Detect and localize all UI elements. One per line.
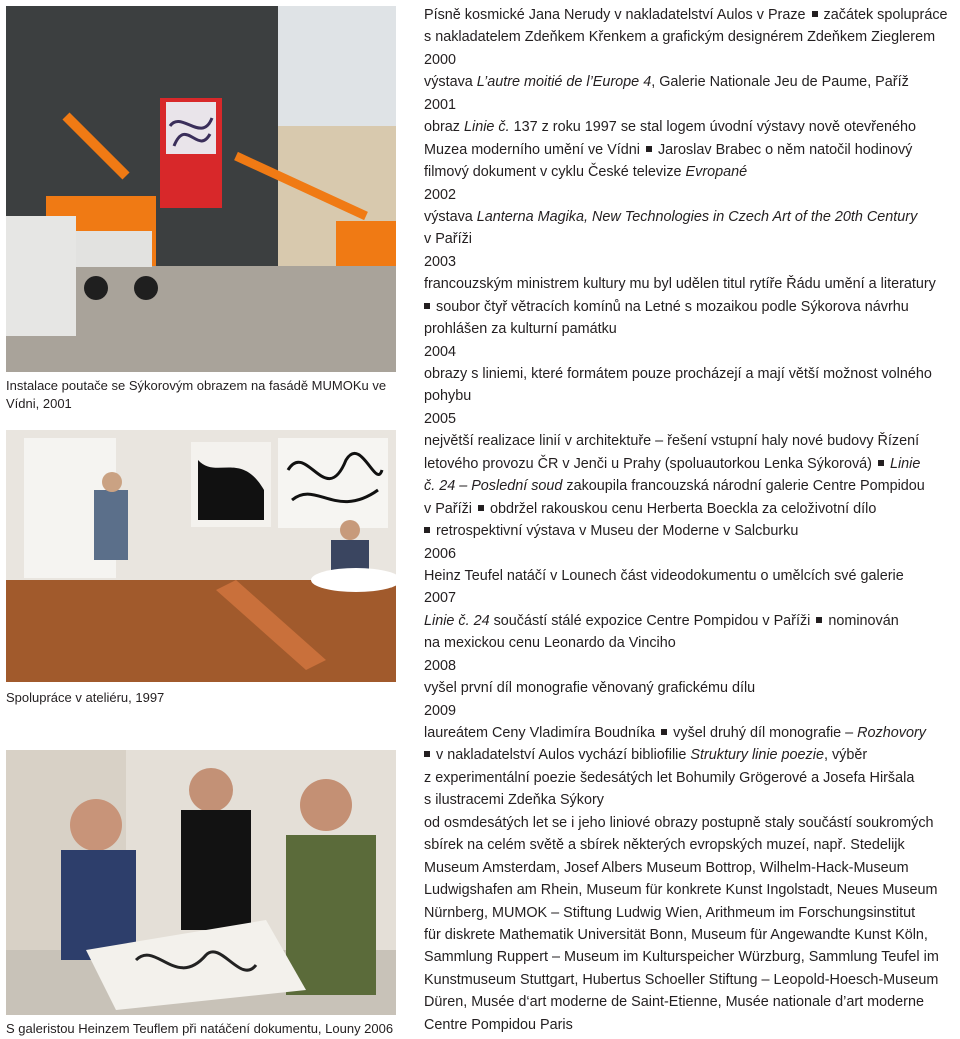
- timeline-line: Düren, Musée d‘art moderne de Saint-Etienne, Musée nationale d’art moderne: [424, 994, 924, 1011]
- bullet-separator: [812, 11, 818, 17]
- photo-caption: Spolupráce v ateliéru, 1997: [6, 690, 165, 705]
- timeline-line: filmový dokument v cyklu České televize Evropané: [424, 164, 748, 181]
- timeline-line: z experimentální poezie šedesátých let Bohumily Grögerové a Josefa Hiršala: [424, 769, 915, 786]
- timeline-year: 2008: [424, 657, 457, 674]
- timeline-line: v nakladatelství Aulos vychází bibliofilie Struktury linie poezie, výběr: [424, 744, 958, 766]
- photo-caption: S galeristou Heinzem Teuflem při natáčení dokumentu, Louny 2006: [6, 1021, 394, 1036]
- timeline-year: 2003: [424, 253, 457, 270]
- timeline-line: Heinz Teufel natáčí v Lounech část videodokumentu o umělcích své galerie: [424, 567, 904, 584]
- timeline-year: 2002: [424, 186, 457, 203]
- timeline-line: soubor čtyř větracích komínů na Letné s mozaikou podle Sýkorova návrhu: [424, 296, 958, 318]
- timeline-line: s nakladatelem Zdeňkem Křenkem a grafickým designérem Zdeňkem Zieglerem: [424, 29, 936, 46]
- timeline-line: letového provozu ČR v Jenči u Prahy (spoluautorkou Lenka Sýkorová) Linie: [424, 455, 921, 472]
- bullet-separator: [424, 303, 430, 309]
- timeline-line: výstava Lanterna Magika, New Technologies in Czech Art of the 20th Century: [424, 208, 918, 225]
- timeline-line: prohlášen za kulturní památku: [424, 321, 617, 338]
- timeline-line: na mexickou cenu Leonardo da Vinciho: [424, 635, 676, 652]
- bullet-separator: [816, 617, 822, 623]
- timeline-line: Museum Amsterdam, Josef Albers Museum Bottrop, Wilhelm-Hack-Museum: [424, 859, 909, 876]
- timeline-year: 2001: [424, 96, 457, 113]
- timeline-line: Kunstmuseum Stuttgart, Hubertus Schoeller Stiftung – Leopold-Hoesch-Museum: [424, 971, 939, 988]
- timeline-line: od osmdesátých let se i jeho liniové obrazy postupně staly součástí soukromých: [424, 814, 934, 831]
- timeline-line: vyšel první díl monografie věnovaný grafickému dílu: [424, 680, 756, 697]
- timeline-line: Linie č. 24 součástí stálé expozice Centre Pompidou v Paříži nominován: [424, 612, 899, 629]
- photo-mumok-installation: [6, 6, 396, 372]
- timeline-line: Písně kosmické Jana Nerudy v nakladatelství Aulos v Praze začátek spolupráce: [424, 7, 948, 23]
- timeline-line: für diskrete Mathematik Universität Bonn, Museum für Angewandte Kunst Köln,: [424, 926, 928, 943]
- photo-teufel-documentary: [6, 750, 396, 1015]
- timeline-year: 2006: [424, 545, 457, 562]
- timeline-year: 2004: [424, 343, 457, 360]
- timeline-line: č. 24 – Poslední soud zakoupila francouzská národní galerie Centre Pompidou: [424, 478, 925, 495]
- timeline-year: 2009: [424, 702, 457, 719]
- photo-caption: Instalace poutače se Sýkorovým obrazem na fasádě MUMOKu ve Vídni, 2001: [6, 378, 387, 411]
- timeline-line: obraz Linie č. 137 z roku 1997 se stal logem úvodní výstavy nově otevřeného: [424, 119, 916, 136]
- timeline-year: 2007: [424, 590, 457, 607]
- biography-timeline: [424, 4, 958, 1036]
- timeline-line: Centre Pompidou Paris: [424, 1016, 573, 1033]
- timeline-line: francouzským ministrem kultury mu byl udělen titul rytíře Řádu umění a literatury: [424, 276, 936, 293]
- timeline-year: 2005: [424, 410, 457, 427]
- photo-studio-collaboration: [6, 430, 396, 682]
- bullet-separator: [424, 527, 430, 533]
- bullet-separator: [661, 729, 667, 735]
- bullet-separator: [878, 460, 884, 466]
- timeline-line: v Paříži: [424, 231, 472, 248]
- timeline-line: v Paříži obdržel rakouskou cenu Herberta Boeckla za celoživotní dílo: [424, 500, 877, 517]
- timeline-line: největší realizace linií v architektuře – řešení vstupní haly nové budovy Řízení: [424, 433, 920, 450]
- timeline-line: s ilustracemi Zdeňka Sýkory: [424, 792, 604, 809]
- bullet-separator: [424, 751, 430, 757]
- timeline-line: Muzea moderního umění ve Vídni Jaroslav Brabec o něm natočil hodinový: [424, 141, 913, 158]
- timeline-line: Nürnberg, MUMOK – Stiftung Ludwig Wien, Arithmeum im Forschungsinstitut: [424, 904, 916, 921]
- timeline-line: výstava L’autre moitié de l’Europe 4, Galerie Nationale Jeu de Paume, Paříž: [424, 74, 909, 91]
- timeline-line: Ludwigshafen am Rhein, Museum für konkrete Kunst Ingolstadt, Neues Museum: [424, 882, 938, 899]
- timeline-line: obrazy s liniemi, které formátem pouze procházejí a mají větší možnost volného: [424, 366, 932, 382]
- timeline-line: Sammlung Ruppert – Museum im Kulturspeicher Würzburg, Sammlung Teufel im: [424, 949, 939, 966]
- timeline-year: 2000: [424, 51, 457, 68]
- bullet-separator: [478, 505, 484, 511]
- timeline-line: pohybu: [424, 388, 472, 405]
- bullet-separator: [646, 146, 652, 152]
- timeline-line: laureátem Ceny Vladimíra Boudníka vyšel druhý díl monografie – Rozhovory: [424, 725, 926, 741]
- timeline-line: sbírek na celém světě a sbírek některých evropských muzeí, např. Stedelijk: [424, 837, 905, 854]
- timeline-line: retrospektivní výstava v Museu der Moderne v Salcburku: [424, 520, 958, 542]
